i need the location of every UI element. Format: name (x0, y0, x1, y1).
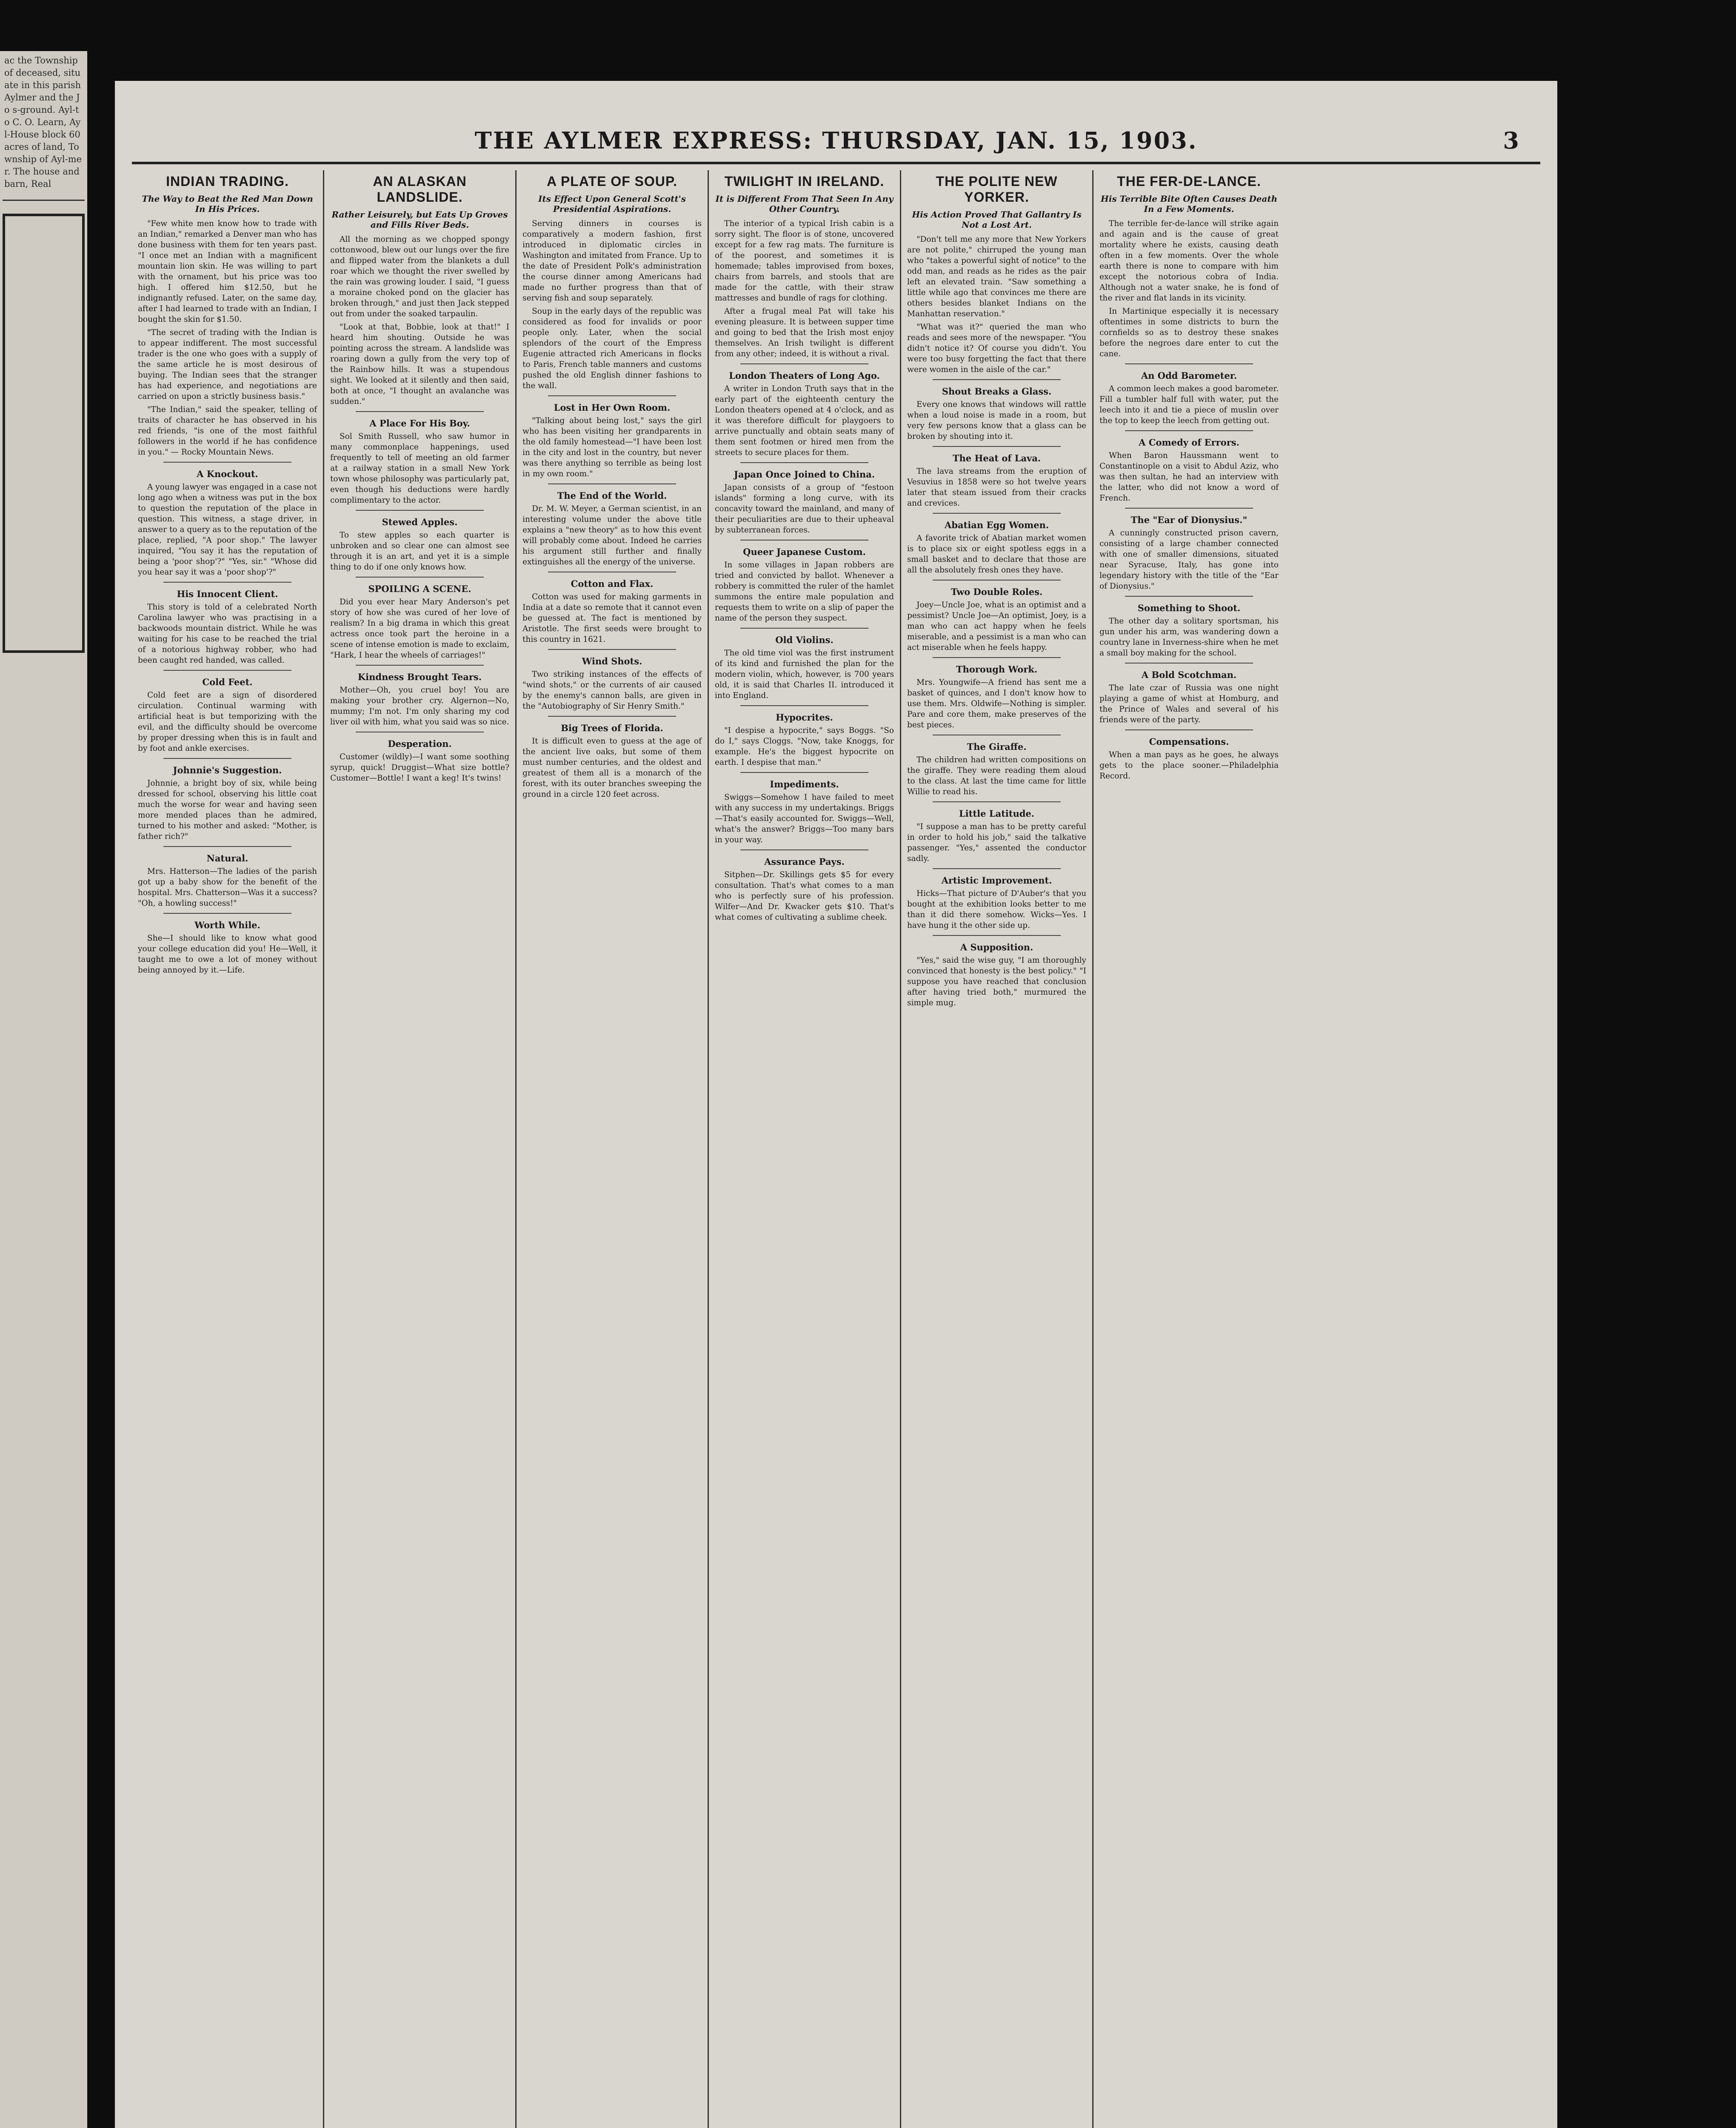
article-body (330, 597, 509, 661)
paragraph: She—I should like to know what good your college education did you! He—Well, it taught me to owe a lot of money without being annoyed by it.—Life. (138, 934, 317, 975)
paragraph: All the morning as we chopped spongy cottonwood, blew out our lungs over the fire and flipped water from the blankets a dull roar which we thought the river swelled by the rain was growing louder. I said, "I guess a moraine choked pond on the glacier has broken through," and just then Jack stepped out from under the soaked tarpaulin. (330, 235, 509, 318)
article-body (523, 592, 702, 645)
article-divider (933, 379, 1061, 380)
article-title: Kindness Brought Tears. (357, 672, 482, 682)
column-4 (709, 170, 901, 2128)
article-title: His Innocent Client. (177, 589, 278, 599)
paragraph: After a frugal meal Pat will take his evening pleasure. It is between supper time and going to bed that the Irish most enjoy themselves. An Irish twilight is different from any other; indeed, it is without a rival. (715, 307, 894, 358)
column-heading: AN ALASKAN LANDSLIDE. (373, 174, 467, 205)
article-body (1099, 749, 1279, 781)
column-heading: TWILIGHT IN IRELAND. (724, 174, 885, 189)
article-title: Shout Breaks a Glass. (942, 386, 1052, 397)
paragraph: Japan consists of a group of "festoon islands" forming a long curve, with its concavity toward the mainland, and many of their peculiarities are due to their upheaval by subterranean forces. (715, 483, 894, 535)
column-3 (517, 170, 709, 2128)
column-heading: INDIAN TRADING. (166, 174, 289, 189)
article-divider (356, 510, 484, 511)
paragraph: In Martinique especially it is necessary oftentimes in some districts to burn the cornfields so as to destroy these snakes before the negroes dare enter to cut the cane. (1099, 307, 1279, 358)
column-6 (1094, 170, 1285, 2128)
paragraph: Customer (wildly)—I want some soothing syrup, quick! Druggist—What size bottle? Customer—Bottle! I want a keg! It's twins! (330, 752, 509, 783)
newspaper-page (115, 81, 1557, 2128)
article-body (907, 234, 1086, 375)
article-divider (1125, 430, 1253, 431)
paragraph: Swiggs—Somehow I have failed to meet with any success in my undertakings. Briggs—That's easily accounted for. Swiggs—Well, what's the answer? Briggs—Too many bars in your way. (715, 793, 894, 844)
article-body (1099, 616, 1279, 658)
masthead-title: THE AYLMER EXPRESS: THURSDAY, JAN. 15, 1903. (474, 127, 1198, 154)
article-divider (1125, 596, 1253, 597)
column-heading: THE POLITE NEW YORKER. (936, 174, 1058, 205)
paragraph: The other day a solitary sportsman, his gun under his arm, was wandering down a country lane in Inverness-shire when he met a small boy making for the school. (1099, 617, 1279, 658)
paragraph: The interior of a typical Irish cabin is a sorry sight. The floor is of stone, uncovered except for a few rag mats. The furniture is of the poorest, and sometimes it is homemade; tables improvised from boxes, chairs from barrels, and stools that are made for the cattle, with their straw mattresses and bundle of rags for clothing. (715, 219, 894, 303)
paragraph: The terrible fer-de-lance will strike again and again and is the cause of great mortality where he exists, causing death often in a few moments. Over the whole earth there is none to compare with him except the notorious cobra of India. Although not a water snake, he is fond of the river and flat lands in its vicinity. (1099, 219, 1279, 303)
article-title: Two Double Roles. (951, 586, 1043, 597)
article-body (523, 218, 702, 391)
paragraph: This story is told of a celebrated North Carolina lawyer who was practising in a backwoods mountain district. While he was waiting for his case to be reached the trial of a notorious highway robber, who had been caught red handed, was called. (138, 603, 317, 665)
advertisement-box (3, 214, 85, 653)
article-title: A Supposition. (960, 942, 1034, 952)
article-divider (163, 582, 291, 583)
article-body (907, 533, 1086, 575)
article-body (715, 218, 894, 359)
article-title: Little Latitude. (959, 808, 1035, 819)
article-body (1099, 383, 1279, 426)
article-title: Wind Shots. (582, 656, 642, 666)
article-body (907, 821, 1086, 864)
paragraph: A young lawyer was engaged in a case not long ago when a witness was put in the box to question the reputation of the place in question. This witness, a stage driver, in answer to a query as to the reputation of the place, replied, "A poor shop." The lawyer inquired, "You say it has the reputation of being a 'poor shop'?" "Yes, sir." "Whose did you hear say it was a 'poor shop'?" (138, 483, 317, 577)
article-divider (933, 801, 1061, 802)
paragraph: The lava streams from the eruption of Vesuvius in 1858 were so hot twelve years later that steam issued from their cracks and crevices. (907, 467, 1086, 508)
article-title: Cold Feet. (202, 677, 253, 687)
article-divider (740, 705, 868, 706)
article-body (138, 933, 317, 975)
column-5 (901, 170, 1094, 2128)
paragraph: Sitphen—Dr. Skillings gets $5 for every consultation. That's what comes to a man who is perfectly sure of his profession. Wilfer—And Dr. Kwacker gets $10. That's what comes of cultivating a sublime cheek. (715, 870, 894, 922)
article-body (907, 399, 1086, 442)
article-divider (163, 846, 291, 847)
paragraph: "I suppose a man has to be pretty careful in order to hold his job," said the talkative passenger. "Yes," assented the conductor sadly. (907, 822, 1086, 863)
article-body (138, 866, 317, 909)
article-divider (740, 772, 868, 773)
column-heading: THE FER-DE-LANCE. (1117, 174, 1261, 189)
article-title: Abatian Egg Women. (944, 520, 1049, 530)
article-title: A Place For His Boy. (369, 418, 470, 429)
article-divider (356, 665, 484, 666)
article-body (907, 955, 1086, 1008)
article-divider (1125, 663, 1253, 664)
article-title: Worth While. (194, 920, 260, 930)
article-body (715, 725, 894, 768)
divider (3, 200, 85, 201)
paragraph: Serving dinners in courses is comparatively a modern fashion, first introduced in diplomatic circles in Washington and imitated from France. Up to the date of President Polk's administration the course dinner among Americans had made no further progress than that of serving fish and soup separately. (523, 219, 702, 303)
article-divider (933, 868, 1061, 869)
article-divider (740, 628, 868, 629)
article-body (330, 530, 509, 572)
article-title: Thorough Work. (956, 664, 1038, 675)
article-body (1099, 218, 1279, 359)
column-subheading: His Action Proved That Gallantry Is Not a Lost Art. (912, 209, 1082, 230)
article-divider (548, 483, 676, 484)
article-divider (163, 758, 291, 759)
paragraph: Cold feet are a sign of disordered circulation. Continual warming with artificial heat is but temporizing with the evil, and the difficulty should be overcome by proper dressing when this is in fault and by foot and ankle exercises. (138, 691, 317, 753)
column-subheading: The Way to Beat the Red Man Down In His Prices. (142, 194, 313, 214)
article-body (907, 755, 1086, 797)
paragraph: In some villages in Japan robbers are tried and convicted by ballot. Whenever a robbery is committed the ruler of the hamlet summons the entire male population and requests them to write on a slip of paper the name of the person they suspect. (715, 561, 894, 623)
article-title: Johnnie's Suggestion. (173, 765, 282, 775)
column-2 (324, 170, 517, 2128)
paragraph: Hicks—That picture of D'Auber's that you bought at the exhibition looks better to me than it did there somehow. Wicks—Yes. I have hung it the other side up. (907, 889, 1086, 930)
article-body (907, 677, 1086, 730)
article-body (907, 466, 1086, 509)
article-body (138, 778, 317, 842)
adjacent-page-stub (0, 51, 87, 2128)
article-title: Compensations. (1149, 736, 1229, 747)
paragraph: When a man pays as he goes, he always gets to the place sooner.—Philadelphia Record. (1099, 750, 1279, 781)
article-divider (933, 657, 1061, 658)
article-title: The End of the World. (557, 490, 667, 501)
paragraph: Did you ever hear Mary Anderson's pet story of how she was cured of her love of realism? In a big drama in which this great actress once took part the heroine in a scene of intense emotion is made to exclaim, "Hark, I hear the wheels of carriages!" (330, 598, 509, 660)
article-body (523, 415, 702, 479)
paragraph: Johnnie, a bright boy of six, while being dressed for school, observing his little coat much the worse for wear and having seen more mended places than he admired, turned to his mother and asked: "Mother, is father rich?" (138, 779, 317, 841)
article-divider (1125, 508, 1253, 509)
article-divider (740, 462, 868, 463)
paragraph: "Yes," said the wise guy, "I am thoroughly convinced that honesty is the best policy." "I suppose you have reached that conclusion after having tried both," murmured the simple mug. (907, 956, 1086, 1007)
article-body (715, 560, 894, 624)
article-title: Desperation. (388, 738, 452, 749)
article-title: Assurance Pays. (764, 856, 845, 867)
article-body (715, 482, 894, 535)
paragraph: Joey—Uncle Joe, what is an optimist and a pessimist? Uncle Joe—An optimist, Joey, is a man who can act happy when he feels miserable, and a pessimist is a man who can act miserable when he feels happy. (907, 601, 1086, 652)
paragraph: Mother—Oh, you cruel boy! You are making your brother cry. Algernon—No, mummy; I'm not. I'm only sharing my cod liver oil with him, what you said was so nice. (330, 686, 509, 726)
article-body (330, 752, 509, 784)
article-title: London Theaters of Long Ago. (729, 370, 880, 381)
article-title: SPOILING A SCENE. (368, 583, 471, 594)
column-subheading: His Terrible Bite Often Causes Death In a Few Moments. (1100, 194, 1278, 214)
article-title: Natural. (206, 853, 248, 864)
adjacent-page-text: ac the Township of deceased, situate in this parish Aylmer and the Jo s-ground. Ayl-to C. O. Learn, Ayl-House block 60 acres of land, Township of Ayl-mer. The house and barn, Real (4, 55, 84, 189)
paragraph: "Don't tell me any more that New Yorkers are not polite," chirruped the young man who "takes a powerful sight of notice" to the odd man, and reads as he rides as the pair left an elevated train. "Saw something a little while ago that convinces me there are others besides blanket Indians on the Manhattan reservation." (907, 235, 1086, 318)
article-title: Something to Shoot. (1137, 603, 1241, 613)
column-row (132, 170, 1540, 2128)
paragraph: A favorite trick of Abatian market women is to place six or eight spotless eggs in a small basket and to declare that those are all the absolutely fresh ones they have. (907, 534, 1086, 575)
article-divider (163, 913, 291, 914)
paragraph: Soup in the early days of the republic was considered as food for invalids or poor people only. Later, when the social splendors of the court of the Empress Eugenie attracted rich Americans in flocks to Paris, French table manners and customs pushed the old English dinner fashions to the wall. (523, 307, 702, 390)
paragraph: The children had written compositions on the giraffe. They were reading them aloud to the class. At last the time came for little Willie to read his. (907, 755, 1086, 796)
article-body (523, 736, 702, 800)
article-title: A Knockout. (197, 469, 258, 479)
article-divider (740, 849, 868, 850)
column-1 (132, 170, 324, 2128)
paragraph: "The Indian," said the speaker, telling of traits of character he has observed in his red friends, "is one of the most faithful followers in the world if he has confidence in you." — Rocky Mountain News. (138, 405, 317, 457)
column-heading: A PLATE OF SOUP. (547, 174, 677, 189)
paragraph: Mrs. Youngwife—A friend has sent me a basket of quinces, and I don't know how to use them. Mrs. Oldwife—Nothing is simpler. Pare and core them, make preserves of the best pieces. (907, 678, 1086, 729)
paragraph: Dr. M. W. Meyer, a German scientist, in an interesting volume under the above title explains a "new theory" as to how this event will probably come about. Indeed he carries his argument still further and finally extinguishes all the energy of the universe. (523, 504, 702, 566)
paragraph: "Look at that, Bobbie, look at that!" I heard him shouting. Outside he was pointing across the stream. A landslide was roaring down a gully from the very top of the Rainbow hills. It was a stupendous sight. We looked at it silently and then said, both at once, "I thought an avalanche was sudden." (330, 323, 509, 406)
article-body (138, 218, 317, 458)
paragraph: It is difficult even to guess at the age of the ancient live oaks, but some of them must number centuries, and the oldest and greatest of them all is a monarch of the forest, with its outer branches sweeping the ground in a circle 120 feet across. (523, 737, 702, 799)
article-body (715, 648, 894, 701)
article-title: Impediments. (770, 779, 839, 789)
article-body (523, 503, 702, 567)
article-divider (1125, 363, 1253, 364)
article-title: Big Trees of Florida. (561, 723, 663, 733)
article-title: A Bold Scotchman. (1141, 669, 1237, 680)
article-divider (1125, 729, 1253, 730)
column-subheading: Its Effect Upon General Scott's Presidential Aspirations. (538, 194, 686, 214)
article-title: The Giraffe. (967, 741, 1027, 752)
paragraph: Two striking instances of the effects of "wind shots," or the currents of air caused by the enemy's cannon balls, are given in the "Autobiography of Sir Henry Smith." (523, 670, 702, 711)
article-body (138, 482, 317, 578)
article-divider (933, 513, 1061, 514)
article-divider (933, 446, 1061, 447)
article-title: Cotton and Flax. (571, 578, 654, 589)
paragraph: A cunningly constructed prison cavern, consisting of a large chamber connected with one of smaller dimensions, situated near Syracuse, Italy, has gone into legendary history with the title of the "Ear of Dionysius." (1099, 529, 1279, 591)
article-title: A Comedy of Errors. (1139, 437, 1239, 448)
article-divider (548, 649, 676, 650)
masthead-rule (132, 162, 1540, 164)
column-subheading: It is Different From That Seen In Any Other Country. (715, 194, 894, 214)
paragraph: A writer in London Truth says that in the early part of the eighteenth century the London theaters opened at 4 o'clock, and as it was therefore difficult for playgoers to arrive punctually and obtain seats many of them sent footmen or hired men from the streets to secure places for them. (715, 384, 894, 457)
paragraph: A common leech makes a good barometer. Fill a tumbler half full with water, put the leech into it and tie a piece of muslin over the top to keep the leech from getting out. (1099, 384, 1279, 425)
paragraph: Every one knows that windows will rattle when a loud noise is made in a room, but very few persons know that a glass can be broken by shouting into it. (907, 400, 1086, 441)
page-number: 3 (1503, 127, 1519, 154)
paragraph: "The secret of trading with the Indian is to appear indifferent. The most successful trader is the one who goes with a supply of the same article he is most desirous of buying. The Indian sees that the stranger has had experience, and negotiations are carried on upon a strictly business basis." (138, 328, 317, 401)
article-divider (356, 411, 484, 412)
paragraph: When Baron Haussmann went to Constantinople on a visit to Abdul Aziz, who was then sultan, he had an interview with the latter, who did not know a word of French. (1099, 451, 1279, 503)
article-body (330, 431, 509, 506)
article-divider (740, 363, 868, 364)
article-body (330, 234, 509, 407)
article-divider (548, 716, 676, 717)
article-divider (356, 577, 484, 578)
article-body (715, 870, 894, 923)
article-body (330, 685, 509, 727)
article-title: Artistic Improvement. (941, 875, 1052, 886)
article-body (1099, 528, 1279, 592)
article-body (138, 690, 317, 754)
paragraph: The late czar of Russia was one night playing a game of whist at Homburg, and the Prince of Wales and several of his friends were of the party. (1099, 684, 1279, 724)
article-body (715, 383, 894, 458)
article-title: Japan Once Joined to China. (734, 469, 875, 480)
column-subheading: Rather Leisurely, but Eats Up Groves and Fills River Beds. (331, 209, 508, 230)
paragraph: "I despise a hypocrite," says Boggs. "So do I," says Cloggs. "Now, take Knoggs, for example. He's the biggest hypocrite on earth. I despise that man." (715, 726, 894, 767)
article-divider (933, 580, 1061, 581)
article-title: Queer Japanese Custom. (743, 546, 866, 557)
article-title: Lost in Her Own Room. (554, 402, 671, 413)
paragraph: "Talking about being lost," says the girl who has been visiting her grandparents in the old family homestead—"I have been lost in the city and lost in the country, but never was there anything so terrible as being lost in my own room." (523, 416, 702, 478)
article-body (1099, 683, 1279, 725)
article-divider (933, 935, 1061, 936)
article-body (138, 602, 317, 666)
article-title: An Odd Barometer. (1141, 370, 1237, 381)
paragraph: The old time viol was the first instrument of its kind and furnished the plan for the modern violin, which, however, is 700 years old, it is said that Charles II. introduced it into England. (715, 649, 894, 700)
article-title: Hypocrites. (776, 712, 833, 723)
article-divider (163, 462, 291, 463)
paragraph: Sol Smith Russell, who saw humor in many commonplace happenings, used frequently to tell of meeting an old farmer at a railway station in a small New York town whose philosophy was particularly pat, even though his deductions were hardly complimentary to the actor. (330, 432, 509, 505)
article-divider (548, 395, 676, 396)
article-body (907, 888, 1086, 931)
article-title: Stewed Apples. (382, 517, 458, 527)
article-body (907, 600, 1086, 653)
article-body (523, 669, 702, 712)
paragraph: "What was it?" queried the man who reads and sees more of the newspaper. "You didn't notice it? Of course you didn't. You were too busy forgetting the fact that there were women in the aisle of the car." (907, 323, 1086, 374)
article-title: The "Ear of Dionysius." (1131, 515, 1248, 525)
paragraph: "Few white men know how to trade with an Indian," remarked a Denver man who has done business with them for ten years past. "I once met an Indian with a magnificent mountain lion skin. He was willing to part with the ornament, but his price was too high. I offered him $12.50, but he indignantly refused. Later, on the same day, after I had learned to trade with an Indian, I bought the skin for $1.50. (138, 219, 317, 324)
article-body (1099, 450, 1279, 503)
paragraph: To stew apples so each quarter is unbroken and so clear one can almost see through it is an art, and yet it is a simple thing to do if one only knows how. (330, 531, 509, 572)
article-body (715, 792, 894, 845)
paragraph: Mrs. Hatterson—The ladies of the parish got up a baby show for the benefit of the hospital. Mrs. Chatterson—Was it a success? "Oh, a howling success!" (138, 867, 317, 908)
article-divider (740, 540, 868, 541)
article-title: The Heat of Lava. (952, 453, 1041, 463)
paragraph: Cotton was used for making garments in India at a date so remote that it cannot even be guessed at. The fact is mentioned by Aristotle. The first seeds were brought to this country in 1621. (523, 592, 702, 644)
article-title: Old Violins. (775, 635, 834, 645)
article-divider (163, 670, 291, 671)
